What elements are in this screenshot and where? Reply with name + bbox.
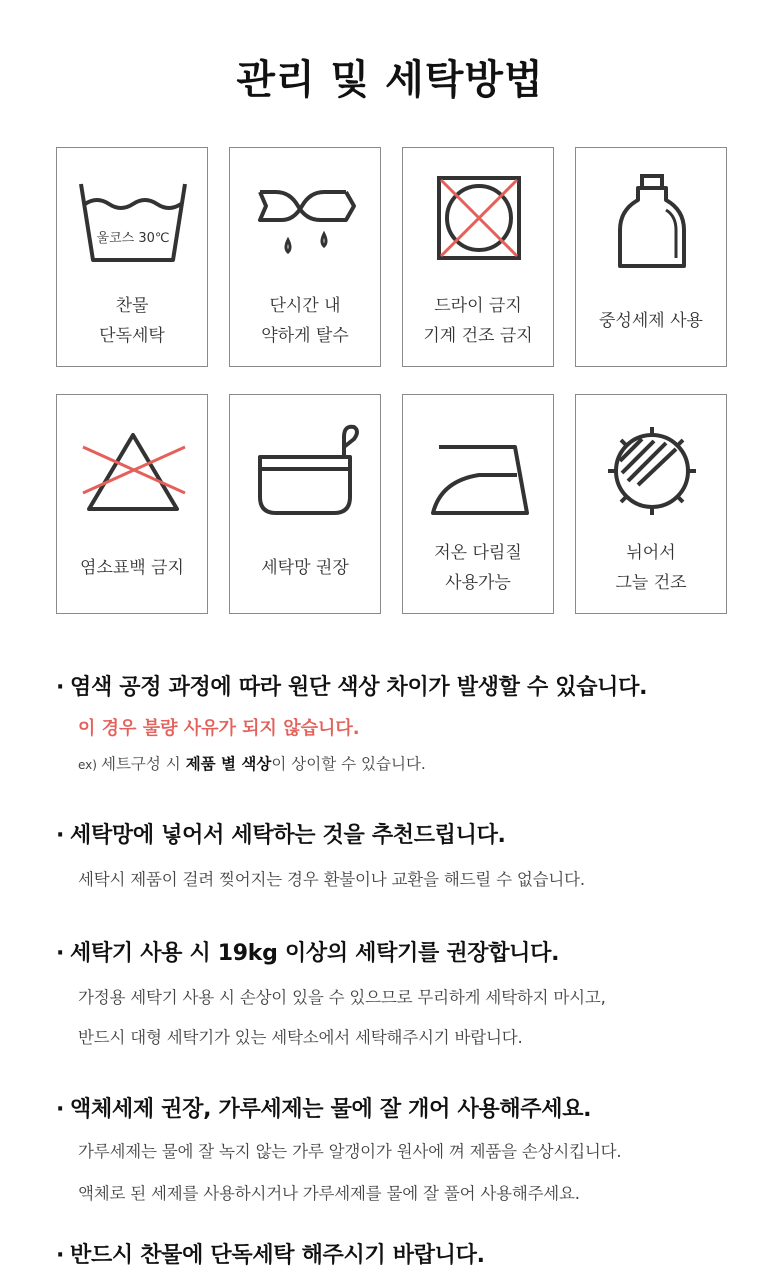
care-card-no-bleach — [56, 394, 208, 614]
care-label-line1: 찬물 — [115, 296, 149, 316]
care-label-line1: 드라이 금지 — [434, 296, 522, 316]
care-label-line2: 그늘 건조 — [615, 573, 687, 593]
care-label-line1: 뉘어서 — [626, 543, 676, 563]
care-label-line1: 단시간 내 — [269, 296, 341, 316]
neutral-detergent-icon — [592, 170, 712, 280]
wool-wash-30-icon — [73, 170, 193, 280]
care-label-line1: 세탁망 권장 — [261, 558, 349, 578]
care-label-line1: 저온 다림질 — [434, 543, 522, 563]
dry-flat-shade-icon — [592, 417, 712, 527]
note-heading: · 반드시 찬물에 단독세탁 해주시기 바랍니다. — [56, 1243, 485, 1268]
note-detail: 가정용 세탁기 사용 시 손상이 있을 수 있으므로 무리하게 세탁하지 마시고, — [78, 988, 606, 1007]
warning-text: 이 경우 불량 사유가 되지 않습니다. — [78, 718, 360, 739]
care-label-line2: 약하게 탈수 — [261, 326, 349, 346]
note-detail: 반드시 대형 세탁기가 있는 세탁소에서 세탁해주시기 바랍니다. — [78, 1028, 523, 1047]
care-card-no-tumble-dry — [402, 147, 554, 367]
care-card-dry-flat-shade — [575, 394, 727, 614]
care-label-line1: 염소표백 금지 — [80, 558, 184, 578]
page-title: 관리 및 세탁방법 — [236, 57, 544, 103]
note-heading: · 염색 공정 과정에 따라 원단 색상 차이가 발생할 수 있습니다. — [56, 675, 648, 700]
care-card-low-iron — [402, 394, 554, 614]
care-label-line1: 중성세제 사용 — [599, 311, 703, 331]
care-label-line2: 기계 건조 금지 — [423, 326, 533, 346]
care-card-wool-wash — [56, 147, 208, 367]
note-detail: 액체로 된 세제를 사용하시거나 가루세제를 물에 잘 풀어 사용해주세요. — [78, 1184, 580, 1203]
care-card-laundry-net — [229, 394, 381, 614]
note-heading: · 세탁기 사용 시 19kg 이상의 세탁기를 권장합니다. — [56, 941, 560, 966]
no-tumble-dry-icon — [419, 170, 539, 280]
care-card-neutral-detergent — [575, 147, 727, 367]
note-heading: · 세탁망에 넣어서 세탁하는 것을 추천드립니다. — [56, 823, 506, 848]
note-detail: 가루세제는 물에 잘 녹지 않는 가루 알갱이가 원사에 껴 제품을 손상시킵니다. — [78, 1142, 622, 1161]
example-note: ex) 세트구성 시 제품 별 색상이 상이할 수 있습니다. — [78, 755, 426, 773]
care-label-line2: 사용가능 — [445, 573, 511, 593]
note-heading: · 액체세제 권장, 가루세제는 물에 잘 개어 사용해주세요. — [56, 1097, 592, 1122]
gentle-spin-icon — [246, 170, 366, 280]
bullet: · — [56, 675, 65, 700]
no-bleach-icon — [73, 417, 193, 527]
laundry-net-icon — [246, 417, 366, 527]
wash-temp-text: 울코스 30℃ — [96, 231, 170, 246]
care-label-line2: 단독세탁 — [99, 326, 165, 346]
note-detail: 세탁시 제품이 걸려 찢어지는 경우 환불이나 교환을 해드릴 수 없습니다. — [78, 870, 585, 889]
low-iron-icon — [419, 417, 539, 527]
care-card-gentle-spin — [229, 147, 381, 367]
